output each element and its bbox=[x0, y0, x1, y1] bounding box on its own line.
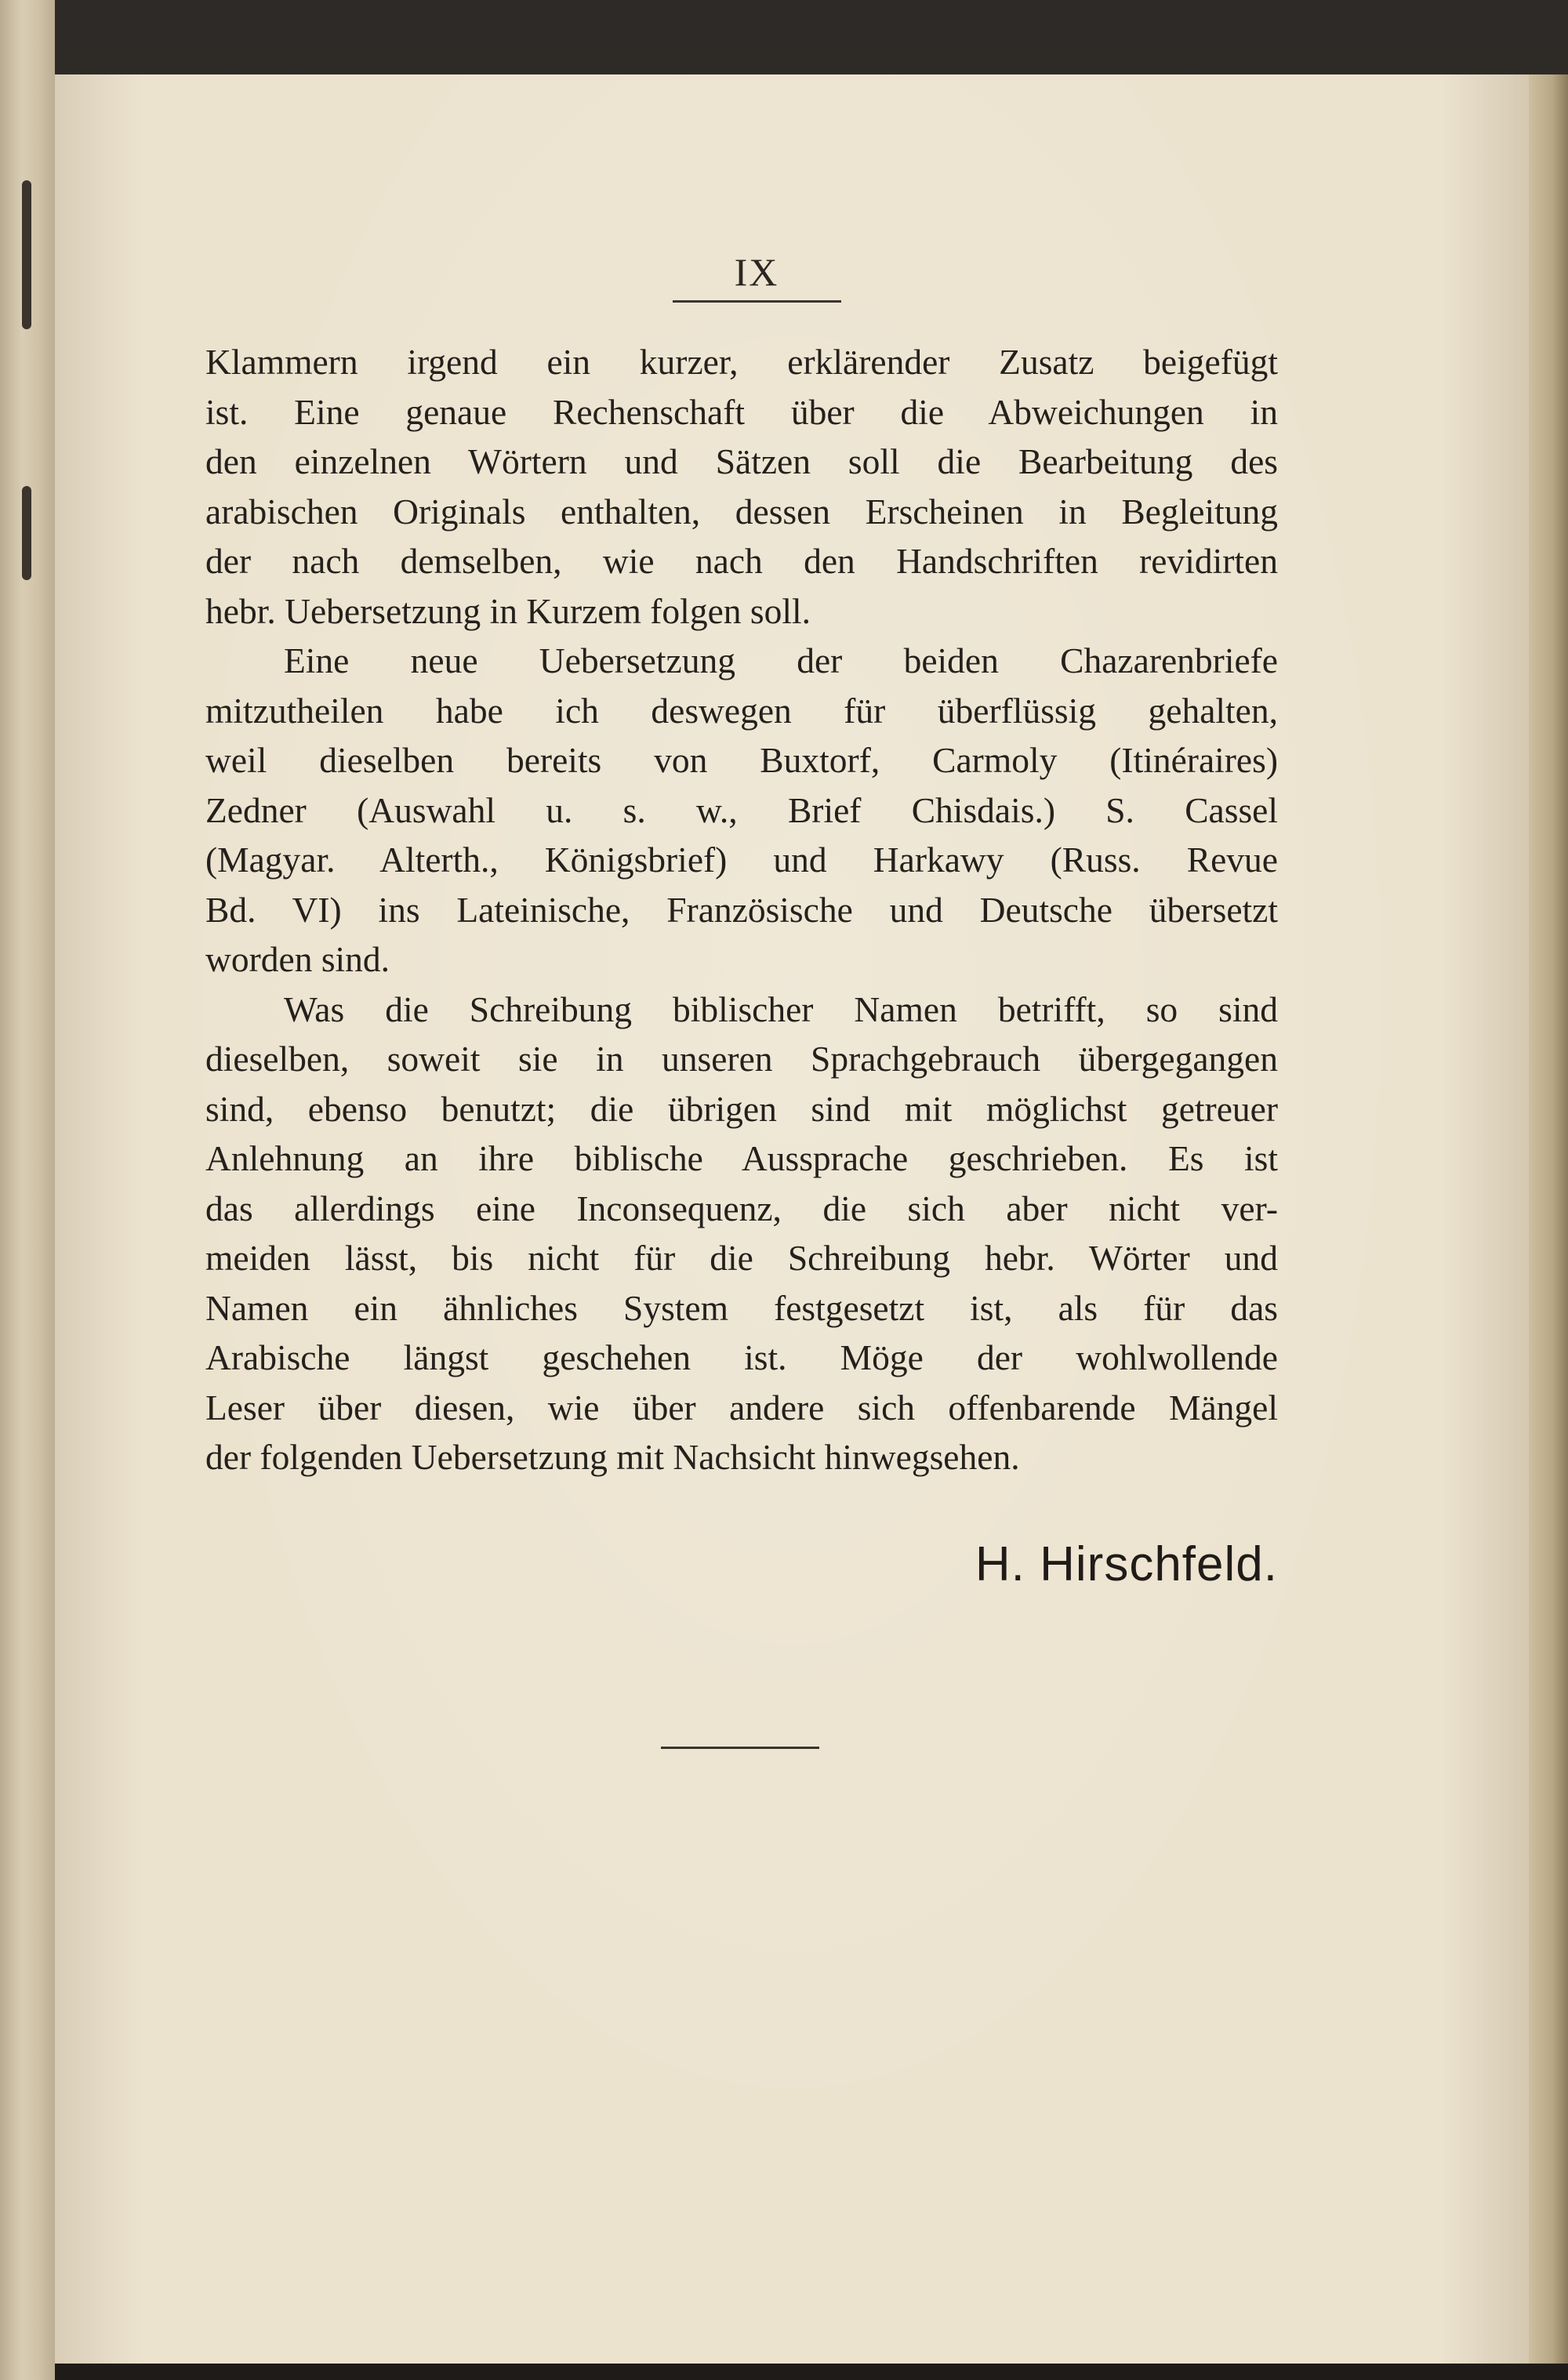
text-line: worden sind. bbox=[205, 939, 390, 979]
text-line: weil dieselben bereits von Buxtorf, Carmoly (Itinéraires) bbox=[205, 740, 1278, 780]
text-line: Namen ein ähnliches System festgesetzt ist, als für das bbox=[205, 1287, 1278, 1328]
text-line: Eine neue Uebersetzung der beiden Chazarenbriefe bbox=[284, 640, 1278, 680]
body-text bbox=[205, 337, 1278, 1482]
text-line: dieselben, soweit sie in unseren Sprachgebrauch übergegangen bbox=[205, 1039, 1278, 1079]
header-rule bbox=[673, 300, 841, 303]
text-line: Was die Schreibung biblischer Namen betrifft, so sind bbox=[284, 989, 1278, 1029]
text-line: hebr. Uebersetzung in Kurzem folgen soll. bbox=[205, 590, 811, 631]
page-right-edge bbox=[1529, 74, 1568, 2364]
text-line: meiden lässt, bis nicht für die Schreibung hebr. Wörter und bbox=[205, 1238, 1278, 1278]
text-line: das allerdings eine Inconsequenz, die sich aber nicht ver- bbox=[205, 1188, 1278, 1228]
text-line: der nach demselben, wie nach den Handschriften revidirten bbox=[205, 541, 1278, 581]
paragraph-2 bbox=[205, 636, 1278, 985]
footer-rule bbox=[661, 1747, 819, 1749]
author-signature: H. Hirschfeld. bbox=[975, 1537, 1278, 1591]
text-line: mitzutheilen habe ich deswegen für überflüssig gehalten, bbox=[205, 690, 1278, 731]
text-line: Zedner (Auswahl u. s. w., Brief Chisdais.) S. Cassel bbox=[205, 789, 1278, 830]
text-line: Leser über diesen, wie über andere sich offenbarende Mängel bbox=[205, 1387, 1278, 1428]
text-line: Arabische längst geschehen ist. Möge der wohlwollende bbox=[205, 1337, 1278, 1377]
text-line: ist. Eine genaue Rechenschaft über die Abweichungen in bbox=[205, 391, 1278, 432]
text-line: Klammern irgend ein kurzer, erklärender Zusatz beigefügt bbox=[205, 342, 1278, 382]
text-line: der folgenden Uebersetzung mit Nachsicht hinwegsehen. bbox=[205, 1437, 1020, 1477]
text-line: Anlehnung an ihre biblische Aussprache geschrieben. Es ist bbox=[205, 1138, 1278, 1178]
binding-mark bbox=[22, 180, 31, 329]
paragraph-3 bbox=[205, 985, 1278, 1482]
text-line: (Magyar. Alterth., Königsbrief) und Harkawy (Russ. Revue bbox=[205, 840, 1278, 880]
binding-edge bbox=[0, 0, 55, 2380]
text-line: arabischen Originals enthalten, dessen Erscheinen in Begleitung bbox=[205, 491, 1278, 532]
text-line: den einzelnen Wörtern und Sätzen soll die Bearbeitung des bbox=[205, 441, 1278, 481]
paragraph-1 bbox=[205, 337, 1278, 636]
text-line: Bd. VI) ins Lateinische, Französische und Deutsche übersetzt bbox=[205, 889, 1278, 930]
binding-mark bbox=[22, 486, 31, 580]
page-number: IX bbox=[734, 250, 779, 294]
text-line: sind, ebenso benutzt; die übrigen sind mit möglichst getreuer bbox=[205, 1088, 1278, 1129]
